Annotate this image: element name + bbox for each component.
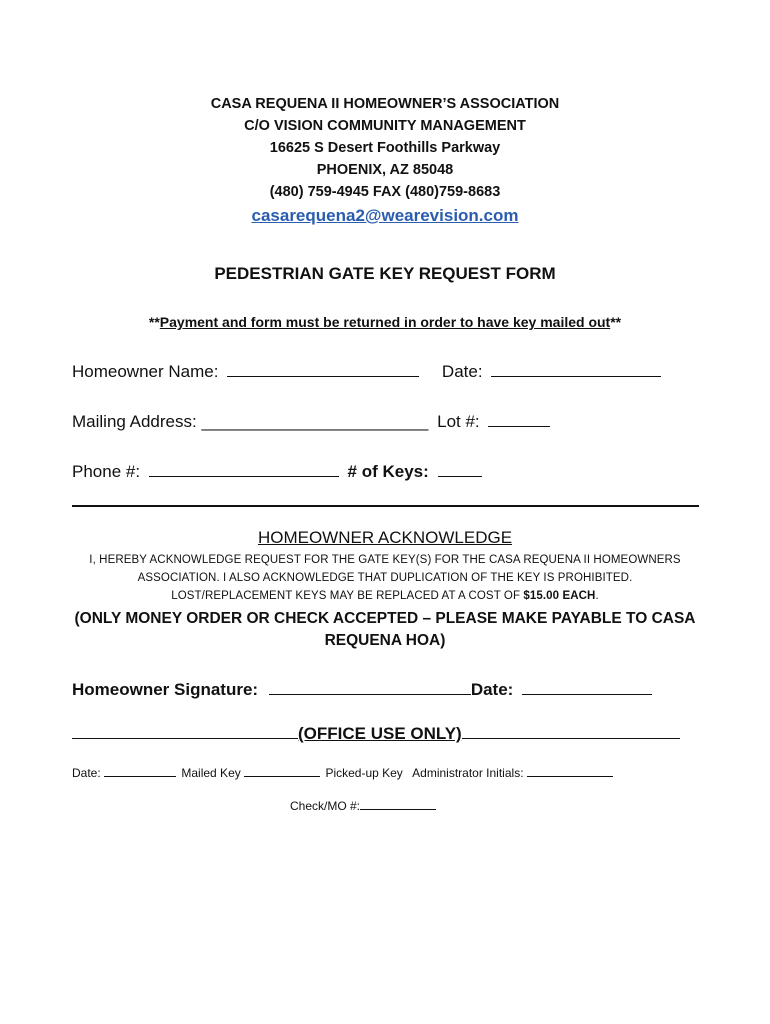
office-date-label: Date: <box>72 766 101 780</box>
office-left-rule <box>72 724 298 739</box>
replacement-cost-text: LOST/REPLACEMENT KEYS MAY BE REPLACED AT A COST OF <box>171 590 524 602</box>
date-field[interactable] <box>491 362 661 377</box>
signature-row <box>72 680 652 700</box>
acknowledge-line-1: I, HEREBY ACKNOWLEDGE REQUEST FOR THE GATE KEY(S) FOR THE CASA REQUENA II HOMEOWNERS <box>89 554 681 566</box>
replacement-cost-period: . <box>595 590 599 602</box>
acknowledge-line-2: ASSOCIATION. I ALSO ACKNOWLEDGE THAT DUPLICATION OF THE KEY IS PROHIBITED. <box>137 572 633 584</box>
phone-label: Phone #: <box>72 462 141 481</box>
check-mo-label: Check/MO #: <box>290 799 361 813</box>
homeowner-name-row <box>72 362 661 382</box>
office-right-rule <box>462 724 680 739</box>
signature-date-field[interactable] <box>522 680 652 695</box>
check-row <box>290 798 436 813</box>
org-name: CASA REQUENA II HOMEOWNER’S ASSOCIATION <box>210 96 560 112</box>
num-keys-label: # of Keys: <box>347 462 429 481</box>
homeowner-name-label: Homeowner Name: <box>72 362 219 381</box>
office-fields-row <box>72 765 613 780</box>
payment-method-line-1: (ONLY MONEY ORDER OR CHECK ACCEPTED – PLEASE MAKE PAYABLE TO CASA <box>74 610 696 627</box>
office-use-title: (OFFICE USE ONLY) <box>298 724 462 743</box>
office-date-field[interactable] <box>104 765 176 777</box>
notice-prefix: ** <box>148 314 160 330</box>
payment-method-line-2: REQUENA HOA) <box>324 632 446 649</box>
section-divider <box>72 505 699 507</box>
lot-label: Lot #: <box>437 412 480 431</box>
mailing-address-row <box>72 412 550 432</box>
homeowner-name-field[interactable] <box>227 362 419 377</box>
mailing-address-field[interactable]: Mailing Address: ________________________ <box>72 412 429 431</box>
payment-notice <box>0 314 770 330</box>
care-of: C/O VISION COMMUNITY MANAGEMENT <box>244 118 526 134</box>
signature-date-label: Date: <box>470 680 514 699</box>
phone-fax: (480) 759-4945 FAX (480)759-8683 <box>269 184 501 200</box>
lot-field[interactable] <box>488 412 550 427</box>
city-state-zip: PHOENIX, AZ 85048 <box>316 162 454 178</box>
notice-suffix: ** <box>610 314 622 330</box>
signature-label: Homeowner Signature: <box>72 680 259 699</box>
office-use-row <box>72 724 680 744</box>
acknowledge-line-3 <box>0 590 770 602</box>
phone-field[interactable] <box>149 462 339 477</box>
form-title: PEDESTRIAN GATE KEY REQUEST FORM <box>214 264 556 283</box>
date-label: Date: <box>441 362 483 381</box>
street-address: 16625 S Desert Foothills Parkway <box>269 140 501 156</box>
num-keys-field[interactable] <box>438 462 482 477</box>
acknowledge-heading: HOMEOWNER ACKNOWLEDGE <box>257 528 513 547</box>
replacement-cost-amount: $15.00 EACH <box>523 590 596 602</box>
admin-initials-field[interactable] <box>527 765 613 777</box>
mailed-key-field[interactable] <box>244 765 320 777</box>
mailed-key-label: Mailed Key <box>181 766 241 780</box>
notice-text: Payment and form must be returned in order to have key mailed out <box>159 314 611 330</box>
check-mo-field[interactable] <box>360 798 436 810</box>
phone-row <box>72 462 482 482</box>
picked-up-key-label: Picked-up Key <box>325 766 403 780</box>
admin-initials-label: Administrator Initials: <box>412 766 524 780</box>
signature-field[interactable] <box>269 680 471 695</box>
email-link[interactable]: casarequena2@wearevision.com <box>251 206 519 225</box>
